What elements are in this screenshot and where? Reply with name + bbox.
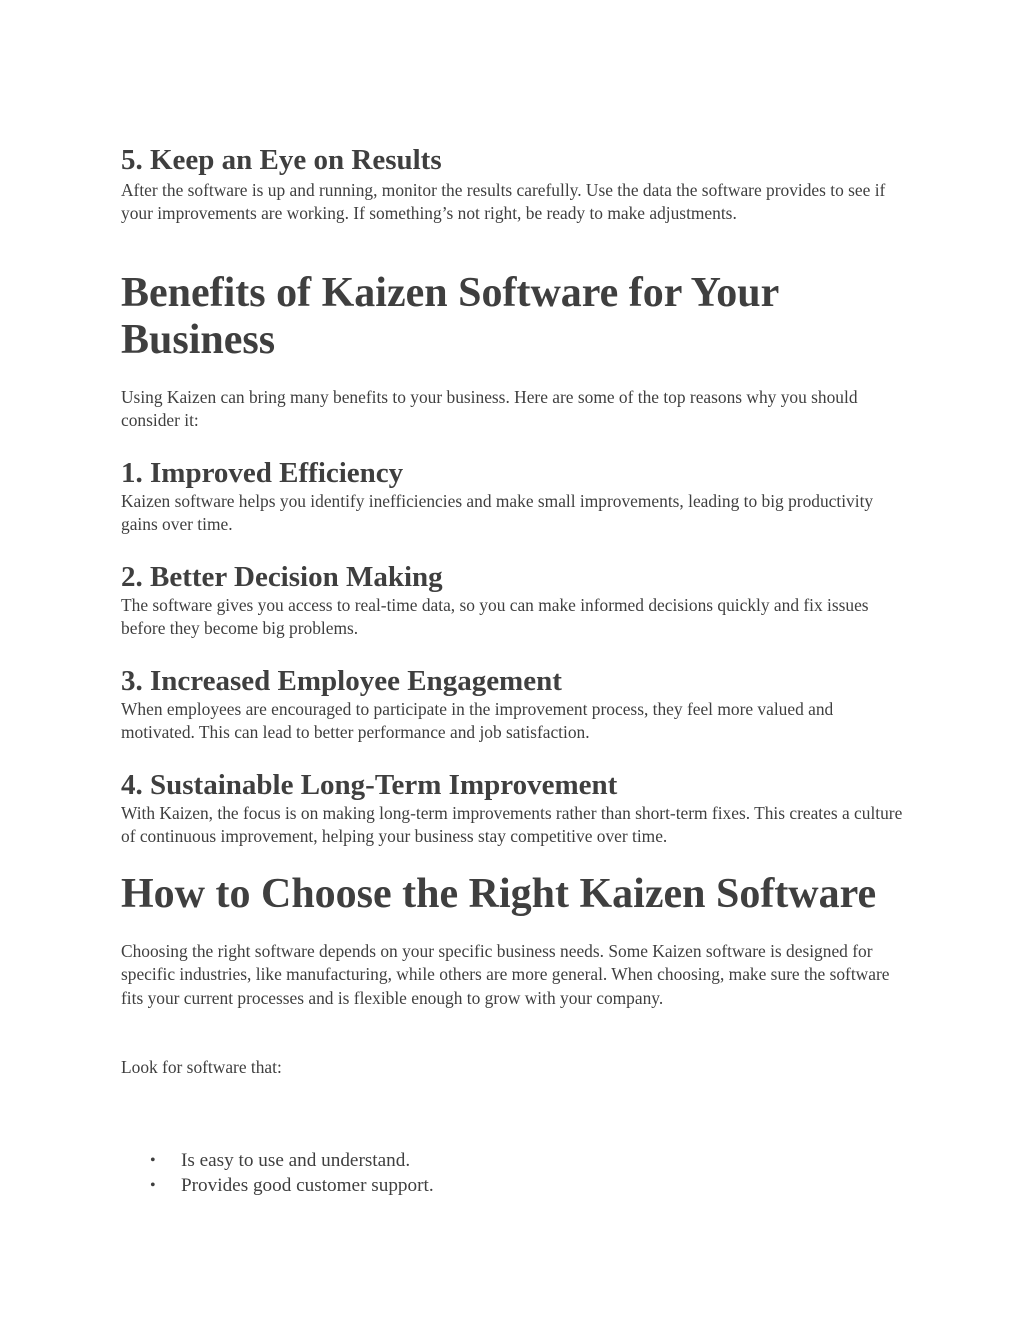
section-heading-keep-eye-on-results: 5. Keep an Eye on Results [121,144,442,176]
list-item-text: Is easy to use and understand. [181,1150,411,1171]
heading-choose-right-software: How to Choose the Right Kaizen Software [121,871,877,917]
benefit-body-long-term-improvement: With Kaizen, the focus is on making long-term improvements rather than short-term fixes. This creates a culture of continuous improvement, helping your business stay competitive over time. [121,803,903,847]
benefit-body-better-decision-making: The software gives you access to real-time data, so you can make informed decisions quickly and fix issues before they become big problems. [121,595,869,639]
list-item-text: Provides good customer support. [181,1175,434,1196]
list-item [121,1173,911,1198]
list-item [121,1148,911,1173]
benefit-body-improved-efficiency: Kaizen software helps you identify inefficiencies and make small improvements, leading to big productivity gains over time. [121,491,874,535]
benefits-intro: Using Kaizen can bring many benefits to your business. Here are some of the top reasons why you should consider it: [121,387,858,431]
benefit-heading-employee-engagement: 3. Increased Employee Engagement [121,665,562,697]
criteria-list [121,1148,911,1198]
section-body-keep-eye-on-results: After the software is up and running, monitor the results carefully. Use the data the software provides to see if your improvements are working. If something’s not right, be ready to make adjustments. [121,180,886,224]
benefit-heading-better-decision-making: 2. Better Decision Making [121,561,443,593]
benefit-heading-long-term-improvement: 4. Sustainable Long-Term Improvement [121,769,618,801]
heading-benefits: Benefits of Kaizen Software for Your Business [121,270,779,363]
bullet-icon: • [150,1177,156,1194]
benefit-body-employee-engagement: When employees are encouraged to participate in the improvement process, they feel more valued and motivated. This can lead to better performance and job satisfaction. [121,699,834,743]
choose-body: Choosing the right software depends on your specific business needs. Some Kaizen software is designed for specific industries, like manufacturing, while others are more general. When choosing, make sure the software fits your current processes and is flexible enough to grow with your company. [121,941,890,1008]
look-for-label: Look for software that: [121,1057,282,1077]
benefit-heading-improved-efficiency: 1. Improved Efficiency [121,457,404,489]
bullet-icon: • [150,1152,156,1169]
